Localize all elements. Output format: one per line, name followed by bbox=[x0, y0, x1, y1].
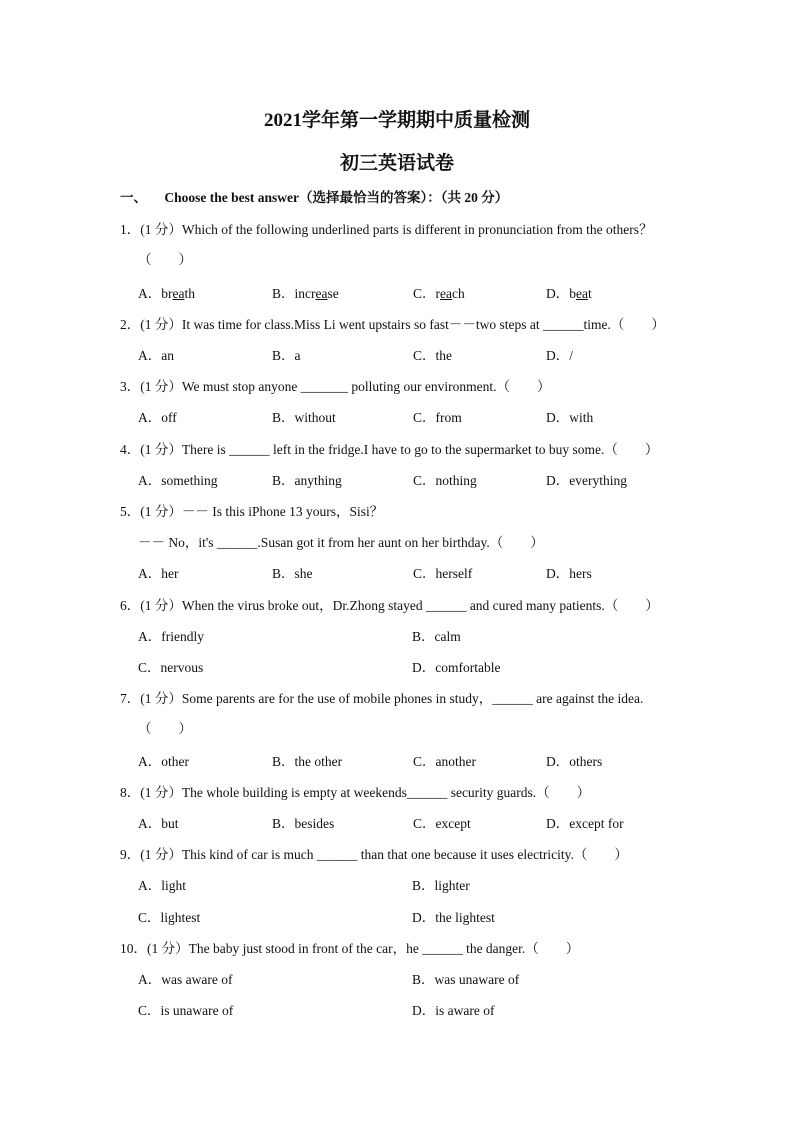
question-4-option-c[interactable]: C．nothing bbox=[413, 473, 477, 488]
question-1-option-c[interactable]: C．reach bbox=[413, 286, 465, 301]
question-10-option-b[interactable]: B．was unaware of bbox=[412, 972, 520, 987]
exam-subtitle: 初三英语试卷 bbox=[339, 153, 454, 174]
question-4-option-d[interactable]: D．everything bbox=[546, 473, 627, 488]
section-heading bbox=[120, 186, 508, 206]
question-6-option-a[interactable]: A．friendly bbox=[138, 629, 204, 644]
question-4-option-b[interactable]: B．anything bbox=[272, 473, 342, 488]
question-4-option-a[interactable]: A．something bbox=[138, 473, 218, 488]
question-7-option-c[interactable]: C．another bbox=[413, 754, 476, 769]
question-7-option-a[interactable]: A．other bbox=[138, 754, 189, 769]
question-1-blank: （ ） bbox=[138, 252, 192, 267]
section-number: 一、 bbox=[120, 190, 147, 205]
question-9-option-c[interactable]: C．lightest bbox=[138, 910, 201, 925]
section-title: Choose the best answer（选择最恰当的答案）：（共 20 分） bbox=[164, 190, 509, 205]
question-2-option-b[interactable]: B．a bbox=[272, 348, 301, 363]
question-10-stem: 10．(1 分）The baby just stood in front of the car，he ______ the danger.（ ） bbox=[120, 941, 580, 956]
question-5-option-d[interactable]: D．hers bbox=[546, 566, 592, 581]
question-9-option-d[interactable]: D．the lightest bbox=[412, 910, 495, 925]
question-1-stem: 1．(1 分）Which of the following underlined parts is different in pronunciation from the others？ bbox=[120, 222, 653, 237]
question-1-option-d[interactable]: D．beat bbox=[546, 286, 592, 301]
question-10-option-c[interactable]: C．is unaware of bbox=[138, 1003, 234, 1018]
question-7-option-d[interactable]: D．others bbox=[546, 754, 603, 769]
question-5-stem: 5．(1 分）－－ Is this iPhone 13 yours，Sisi？ bbox=[120, 504, 384, 519]
question-3-option-c[interactable]: C．from bbox=[413, 410, 462, 425]
question-1-option-b[interactable]: B．increase bbox=[272, 286, 339, 301]
question-1-option-a[interactable]: A．breath bbox=[138, 286, 195, 301]
exam-title: 2021学年第一学期期中质量检测 bbox=[263, 110, 530, 131]
question-8-option-d[interactable]: D．except for bbox=[546, 816, 624, 831]
question-7-stem: 7．(1 分）Some parents are for the use of mobile phones in study，______ are against the idea. bbox=[120, 691, 644, 706]
question-7-option-b[interactable]: B．the other bbox=[272, 754, 343, 769]
question-5-option-c[interactable]: C．herself bbox=[413, 566, 473, 581]
question-3-option-b[interactable]: B．without bbox=[272, 410, 336, 425]
question-9-stem: 9．(1 分）This kind of car is much ______ than that one because it uses electricity.（ ） bbox=[120, 847, 628, 862]
question-3-stem: 3．(1 分）We must stop anyone _______ polluting our environment.（ ） bbox=[120, 379, 551, 394]
question-2-option-a[interactable]: A．an bbox=[138, 348, 174, 363]
question-9-option-a[interactable]: A．light bbox=[138, 878, 187, 893]
question-6-option-d[interactable]: D．comfortable bbox=[412, 660, 501, 675]
question-5-option-a[interactable]: A．her bbox=[138, 566, 179, 581]
question-10-option-d[interactable]: D．is aware of bbox=[412, 1003, 495, 1018]
question-10-option-a[interactable]: A．was aware of bbox=[138, 972, 233, 987]
question-9-option-b[interactable]: B．lighter bbox=[412, 878, 470, 893]
question-8-option-b[interactable]: B．besides bbox=[272, 816, 335, 831]
question-8-option-c[interactable]: C．except bbox=[413, 816, 471, 831]
question-8-stem: 8．(1 分）The whole building is empty at weekends______ security guards.（ ） bbox=[120, 785, 591, 800]
question-5-continuation: －－ No，it's ______.Susan got it from her aunt on her birthday.（ ） bbox=[138, 535, 544, 550]
question-3-option-a[interactable]: A．off bbox=[138, 410, 177, 425]
question-6-option-b[interactable]: B．calm bbox=[412, 629, 461, 644]
question-2-option-c[interactable]: C．the bbox=[413, 348, 453, 363]
question-6-stem: 6．(1 分）When the virus broke out，Dr.Zhong stayed ______ and cured many patients.（ ） bbox=[120, 598, 659, 613]
question-6-option-c[interactable]: C．nervous bbox=[138, 660, 204, 675]
question-5-option-b[interactable]: B．she bbox=[272, 566, 313, 581]
question-7-blank: （ ） bbox=[138, 721, 192, 736]
question-2-option-d[interactable]: D．/ bbox=[546, 348, 574, 363]
question-8-option-a[interactable]: A．but bbox=[138, 816, 179, 831]
question-3-option-d[interactable]: D．with bbox=[546, 410, 594, 425]
question-4-stem: 4．(1 分）There is ______ left in the fridge.I have to go to the supermarket to buy some.（ ） bbox=[120, 442, 659, 457]
question-2-stem: 2．(1 分）It was time for class.Miss Li went upstairs so fast－－two steps at ______time.（ ） bbox=[120, 317, 665, 332]
